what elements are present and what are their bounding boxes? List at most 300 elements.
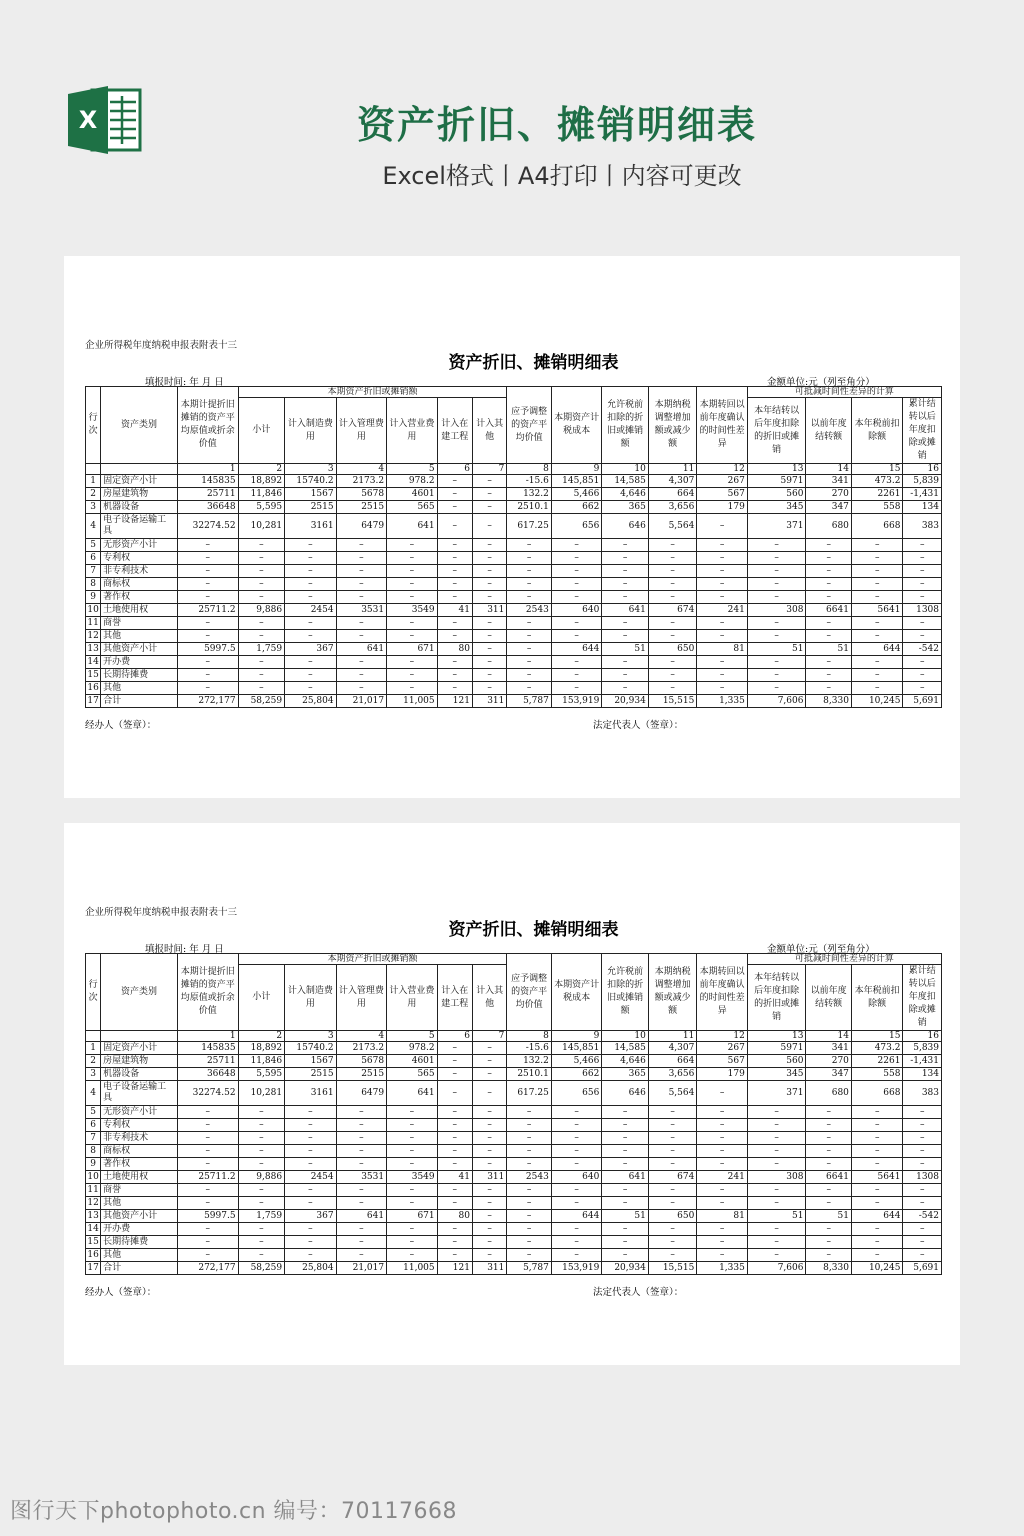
watermark: 图行天下photophoto.cn 编号：70117668 xyxy=(10,1499,458,1524)
table-cell: – xyxy=(472,501,506,514)
table-cell: – xyxy=(437,488,472,501)
table-cell: – xyxy=(903,539,942,552)
table-cell: – xyxy=(437,1184,472,1197)
row-number: 1 xyxy=(86,475,101,488)
table-cell: – xyxy=(697,539,748,552)
table-cell: 145835 xyxy=(177,1042,238,1055)
table-cell: – xyxy=(285,578,337,591)
table-cell: -15.6 xyxy=(507,1042,551,1055)
table-cell: – xyxy=(177,552,238,565)
table-cell: – xyxy=(507,1223,551,1236)
table-cell: – xyxy=(472,1158,506,1171)
row-category: 机器设备 xyxy=(101,1068,178,1081)
table-cell: – xyxy=(697,1223,748,1236)
header-c12: 本期转回以前年度确认的时间性差异 xyxy=(697,954,748,1031)
table-cell: – xyxy=(903,656,942,669)
table-cell: 383 xyxy=(903,514,942,539)
column-index: 14 xyxy=(806,1031,851,1042)
table-cell: – xyxy=(747,1106,806,1119)
table-cell: – xyxy=(903,591,942,604)
table-cell: 270 xyxy=(806,1055,851,1068)
table-cell: – xyxy=(851,1145,903,1158)
table-cell: 179 xyxy=(697,501,748,514)
table-cell: 1308 xyxy=(903,604,942,617)
table-cell: 311 xyxy=(472,695,506,708)
table-cell: 646 xyxy=(602,514,648,539)
table-cell: – xyxy=(177,565,238,578)
table-cell: 567 xyxy=(697,1055,748,1068)
table-cell: 2543 xyxy=(507,1171,551,1184)
table-cell: – xyxy=(851,591,903,604)
table-cell: 674 xyxy=(648,1171,697,1184)
table-cell: 241 xyxy=(697,604,748,617)
table-cell: 617.25 xyxy=(507,1081,551,1106)
table-cell: – xyxy=(238,682,284,695)
row-number: 17 xyxy=(87,695,99,706)
row-number: 12 xyxy=(87,1197,99,1208)
table-cell: 341 xyxy=(806,475,851,488)
table-cell: – xyxy=(238,1119,284,1132)
table-cell: – xyxy=(177,1184,238,1197)
table-cell: 32274.52 xyxy=(177,514,238,539)
row-category: 专利权 xyxy=(101,1119,178,1132)
column-index: 15 xyxy=(851,464,903,475)
fill-time: 填报时间: 年 月 日 xyxy=(145,377,224,388)
column-index: 1 xyxy=(177,1031,238,1042)
column-index: 7 xyxy=(472,1031,506,1042)
table-cell: – xyxy=(602,1145,648,1158)
row-number: 2 xyxy=(86,488,101,501)
table-cell: – xyxy=(806,565,851,578)
table-cell: 58,259 xyxy=(238,695,284,708)
table-cell: – xyxy=(437,682,472,695)
table-cell: – xyxy=(472,475,506,488)
row-number: 3 xyxy=(86,501,101,514)
table-row xyxy=(86,514,942,539)
table-cell: 3161 xyxy=(285,514,337,539)
table-cell: 5971 xyxy=(747,475,806,488)
table-cell: 473.2 xyxy=(851,475,903,488)
table-cell: 365 xyxy=(602,501,648,514)
table-cell: 2515 xyxy=(285,501,337,514)
row-category: 著作权 xyxy=(101,591,178,604)
table-cell: – xyxy=(336,565,387,578)
table-row xyxy=(86,617,942,630)
table-cell: 18,892 xyxy=(238,475,284,488)
table-cell: – xyxy=(285,669,337,682)
header-c7: 计入其他 xyxy=(472,965,506,1031)
table-cell: – xyxy=(387,656,438,669)
table-cell: – xyxy=(507,1106,551,1119)
table-cell: – xyxy=(648,539,697,552)
table-cell: – xyxy=(437,565,472,578)
table-cell: – xyxy=(851,630,903,643)
table-cell: 5641 xyxy=(851,1171,903,1184)
table-cell: – xyxy=(648,656,697,669)
row-number: 16 xyxy=(87,1249,99,1260)
table-cell: 640 xyxy=(551,604,602,617)
handler-signature: 经办人（签章）： xyxy=(85,1287,157,1298)
table-cell: – xyxy=(472,1081,506,1106)
table-cell: – xyxy=(806,617,851,630)
table-cell: – xyxy=(437,1223,472,1236)
amount-unit: 金额单位:元（列至角分） xyxy=(767,944,875,955)
table-cell: 644 xyxy=(551,1210,602,1223)
table-row xyxy=(86,656,942,669)
table-cell: – xyxy=(437,1132,472,1145)
column-index: 15 xyxy=(851,1031,903,1042)
table-cell: – xyxy=(903,1236,942,1249)
table-cell: 145835 xyxy=(177,475,238,488)
table-cell: 2173.2 xyxy=(336,475,387,488)
row-number: 9 xyxy=(86,1158,101,1171)
row-category: 开办费 xyxy=(101,1223,178,1236)
table-cell: 21,017 xyxy=(336,1262,387,1275)
table-cell: 81 xyxy=(697,1210,748,1223)
table-cell: 345 xyxy=(747,501,806,514)
row-number: 8 xyxy=(86,578,101,591)
table-cell: 2515 xyxy=(336,501,387,514)
row-category: 其他 xyxy=(101,1249,178,1262)
form-title: 资产折旧、摊销明细表 xyxy=(448,353,619,373)
table-cell: – xyxy=(285,1106,337,1119)
table-cell: 650 xyxy=(648,1210,697,1223)
table-cell: 5,564 xyxy=(648,1081,697,1106)
table-row xyxy=(86,1119,942,1132)
table-cell: 10,281 xyxy=(238,1081,284,1106)
table-cell: – xyxy=(507,578,551,591)
table-cell: – xyxy=(551,1119,602,1132)
header-category: 资产类别 xyxy=(101,387,178,464)
table-cell: – xyxy=(602,1197,648,1210)
table-cell: 4,307 xyxy=(648,475,697,488)
row-number: 10 xyxy=(87,1171,99,1182)
table-cell: – xyxy=(177,1158,238,1171)
table-cell: – xyxy=(903,1106,942,1119)
table-cell: – xyxy=(285,1236,337,1249)
table-cell: – xyxy=(472,1055,506,1068)
table-cell: – xyxy=(697,591,748,604)
table-cell: – xyxy=(806,539,851,552)
table-cell: 14,585 xyxy=(602,1042,648,1055)
table-cell: – xyxy=(285,1249,337,1262)
legal-rep-signature: 法定代表人（签章）： xyxy=(593,720,684,731)
table-cell: – xyxy=(747,565,806,578)
table-cell: 308 xyxy=(747,1171,806,1184)
header-c1: 本期计提折旧摊销的资产平均原值或折余价值 xyxy=(177,387,238,464)
table-cell: – xyxy=(747,669,806,682)
table-cell: – xyxy=(806,1249,851,1262)
row-category: 房屋建筑物 xyxy=(101,488,178,501)
table-cell: – xyxy=(336,552,387,565)
table-cell: – xyxy=(285,1132,337,1145)
table-cell: – xyxy=(472,617,506,630)
row-category: 房屋建筑物 xyxy=(101,1055,178,1068)
table-cell: – xyxy=(747,1197,806,1210)
column-index: 10 xyxy=(602,1031,648,1042)
table-cell: – xyxy=(697,1249,748,1262)
table-cell: – xyxy=(602,617,648,630)
table-cell: 680 xyxy=(806,514,851,539)
table-cell: – xyxy=(437,1119,472,1132)
table-cell: – xyxy=(387,1197,438,1210)
table-cell: 641 xyxy=(336,643,387,656)
table-cell: 308 xyxy=(747,604,806,617)
column-index: 13 xyxy=(747,464,806,475)
table-cell: – xyxy=(507,682,551,695)
table-cell: -542 xyxy=(903,1210,942,1223)
table-cell: 10,245 xyxy=(851,695,903,708)
table-cell: 6479 xyxy=(336,514,387,539)
header-row-no: 行次 xyxy=(86,954,101,1031)
table-cell: – xyxy=(336,1106,387,1119)
row-category: 开办费 xyxy=(101,656,178,669)
column-index: 4 xyxy=(336,464,387,475)
table-cell: 371 xyxy=(747,1081,806,1106)
table-cell: – xyxy=(472,1197,506,1210)
table-cell: – xyxy=(806,669,851,682)
table-row xyxy=(86,1081,942,1106)
table-cell: – xyxy=(238,552,284,565)
table-cell: – xyxy=(437,514,472,539)
table-row xyxy=(86,1210,942,1223)
table-cell: – xyxy=(551,1236,602,1249)
table-cell: 5,787 xyxy=(507,695,551,708)
table-row xyxy=(86,1171,942,1184)
table-cell: – xyxy=(285,617,337,630)
table-cell: – xyxy=(472,1106,506,1119)
table-cell: 153,919 xyxy=(551,1262,602,1275)
table-cell: – xyxy=(177,1119,238,1132)
table-cell: – xyxy=(551,669,602,682)
row-number: 7 xyxy=(86,565,101,578)
table-cell: – xyxy=(551,591,602,604)
table-cell: 51 xyxy=(806,643,851,656)
table-cell: 8,330 xyxy=(806,695,851,708)
table-cell: – xyxy=(437,1236,472,1249)
table-cell: 367 xyxy=(285,1210,337,1223)
table-cell: 671 xyxy=(387,643,438,656)
table-row xyxy=(86,643,942,656)
table-cell: 132.2 xyxy=(507,1055,551,1068)
table-cell: – xyxy=(851,1236,903,1249)
table-cell: 3531 xyxy=(336,604,387,617)
table-cell: – xyxy=(551,539,602,552)
table-cell: – xyxy=(851,1132,903,1145)
header-group-depreciation: 本期资产折旧或摊销额 xyxy=(238,954,507,965)
table-cell: – xyxy=(336,1184,387,1197)
table-cell: – xyxy=(806,682,851,695)
column-index: 5 xyxy=(387,464,438,475)
header-row-no: 行次 xyxy=(86,387,101,464)
table-cell: 5997.5 xyxy=(177,643,238,656)
table-cell: – xyxy=(238,1249,284,1262)
table-cell: – xyxy=(177,591,238,604)
header-c5: 计入营业费用 xyxy=(387,398,438,464)
table-cell: 8,330 xyxy=(806,1262,851,1275)
table-cell: – xyxy=(697,578,748,591)
table-cell: – xyxy=(697,1081,748,1106)
form-meta xyxy=(85,941,942,953)
table-row xyxy=(86,1106,942,1119)
table-cell: 560 xyxy=(747,488,806,501)
table-cell: – xyxy=(472,1184,506,1197)
table-cell: – xyxy=(507,1249,551,1262)
table-cell: – xyxy=(697,656,748,669)
table-cell: – xyxy=(285,1158,337,1171)
header-c3: 计入制造费用 xyxy=(285,398,337,464)
header-c14: 以前年度结转额 xyxy=(806,398,851,464)
table-cell: 650 xyxy=(648,643,697,656)
table-cell: – xyxy=(507,643,551,656)
table-cell: 41 xyxy=(437,604,472,617)
table-row xyxy=(86,695,942,708)
table-cell: – xyxy=(437,669,472,682)
table-cell: – xyxy=(551,1184,602,1197)
table-row xyxy=(86,630,942,643)
table-cell: – xyxy=(851,617,903,630)
table-cell: – xyxy=(177,682,238,695)
table-cell: – xyxy=(551,1132,602,1145)
table-cell: -1,431 xyxy=(903,1055,942,1068)
table-row xyxy=(86,475,942,488)
table-cell: – xyxy=(472,1119,506,1132)
table-cell: – xyxy=(851,578,903,591)
table-cell: – xyxy=(806,1236,851,1249)
table-cell: – xyxy=(437,591,472,604)
table-cell: 646 xyxy=(602,1081,648,1106)
row-category: 著作权 xyxy=(101,1158,178,1171)
table-row xyxy=(86,488,942,501)
row-category: 无形资产小计 xyxy=(101,539,178,552)
table-cell: 2510.1 xyxy=(507,1068,551,1081)
table-cell: – xyxy=(507,1197,551,1210)
table-cell: – xyxy=(238,617,284,630)
table-cell: 5678 xyxy=(336,1055,387,1068)
table-cell: – xyxy=(648,1132,697,1145)
table-cell: 20,934 xyxy=(602,1262,648,1275)
table-cell: 664 xyxy=(648,1055,697,1068)
table-cell: – xyxy=(602,1106,648,1119)
table-row xyxy=(86,604,942,617)
table-cell: – xyxy=(903,565,942,578)
table-cell: – xyxy=(648,565,697,578)
column-index: 16 xyxy=(903,1031,942,1042)
table-cell: 1567 xyxy=(285,488,337,501)
table-cell: – xyxy=(177,669,238,682)
table-cell: – xyxy=(851,565,903,578)
column-index: 6 xyxy=(437,464,472,475)
banner-title: 资产折旧、摊销明细表 xyxy=(356,103,757,147)
column-index: 11 xyxy=(648,1031,697,1042)
table-cell: – xyxy=(177,617,238,630)
table-cell: 3,656 xyxy=(648,501,697,514)
column-index-row xyxy=(86,1031,942,1042)
table-cell: – xyxy=(387,565,438,578)
table-cell: – xyxy=(437,1055,472,1068)
table-cell: – xyxy=(387,1145,438,1158)
table-cell: – xyxy=(437,1068,472,1081)
table-cell: – xyxy=(238,1132,284,1145)
row-category: 专利权 xyxy=(101,552,178,565)
table-cell: 2515 xyxy=(285,1068,337,1081)
table-cell: – xyxy=(747,1119,806,1132)
table-cell: 15740.2 xyxy=(285,475,337,488)
table-cell: – xyxy=(903,552,942,565)
column-index: 2 xyxy=(238,1031,284,1042)
table-cell: 2543 xyxy=(507,604,551,617)
table-cell: – xyxy=(437,1197,472,1210)
table-cell: – xyxy=(507,552,551,565)
table-cell: 341 xyxy=(806,1042,851,1055)
table-cell: 680 xyxy=(806,1081,851,1106)
table-cell: – xyxy=(437,1081,472,1106)
row-number: 5 xyxy=(86,1106,101,1119)
table-cell: 272,177 xyxy=(177,695,238,708)
header-c11: 本期纳税调整增加额或减少额 xyxy=(648,954,697,1031)
table-cell: 51 xyxy=(747,643,806,656)
table-cell: 3549 xyxy=(387,1171,438,1184)
row-number: 4 xyxy=(86,1081,101,1106)
table-cell: 7,606 xyxy=(747,1262,806,1275)
table-cell: – xyxy=(697,1197,748,1210)
table-cell: 9,886 xyxy=(238,1171,284,1184)
table-cell: – xyxy=(285,552,337,565)
table-cell: – xyxy=(551,1158,602,1171)
table-cell: – xyxy=(285,565,337,578)
table-cell: – xyxy=(903,1249,942,1262)
table-cell: 51 xyxy=(602,1210,648,1223)
table-cell: 644 xyxy=(851,643,903,656)
table-cell: – xyxy=(903,1184,942,1197)
table-cell: 121 xyxy=(437,1262,472,1275)
table-cell: – xyxy=(903,682,942,695)
table-cell: – xyxy=(177,1223,238,1236)
header-c15: 本年税前扣除额 xyxy=(851,398,903,464)
table-cell: 4,307 xyxy=(648,1042,697,1055)
table-cell: – xyxy=(336,1158,387,1171)
table-cell: – xyxy=(697,1106,748,1119)
table-cell: – xyxy=(747,578,806,591)
table-cell: – xyxy=(697,1145,748,1158)
row-category: 其他资产小计 xyxy=(101,1210,178,1223)
column-index-blank xyxy=(86,1031,101,1042)
table-cell: – xyxy=(336,539,387,552)
table-cell: – xyxy=(602,1158,648,1171)
table-cell: 5971 xyxy=(747,1042,806,1055)
table-cell: 656 xyxy=(551,1081,602,1106)
table-cell: – xyxy=(851,539,903,552)
row-category: 电子设备运输工具 xyxy=(101,514,178,539)
table-cell: – xyxy=(648,1236,697,1249)
table-cell: – xyxy=(648,682,697,695)
row-number: 10 xyxy=(87,604,99,615)
table-cell: 473.2 xyxy=(851,1042,903,1055)
table-cell: – xyxy=(697,669,748,682)
table-cell: – xyxy=(903,1145,942,1158)
column-index: 13 xyxy=(747,1031,806,1042)
table-cell: – xyxy=(472,1249,506,1262)
table-cell: – xyxy=(285,539,337,552)
table-cell: – xyxy=(437,552,472,565)
column-index: 10 xyxy=(602,464,648,475)
signature-row xyxy=(85,1284,942,1298)
table-cell: – xyxy=(551,565,602,578)
table-cell: – xyxy=(285,1197,337,1210)
table-cell: – xyxy=(806,591,851,604)
table-cell: – xyxy=(697,1119,748,1132)
table-cell: 978.2 xyxy=(387,1042,438,1055)
